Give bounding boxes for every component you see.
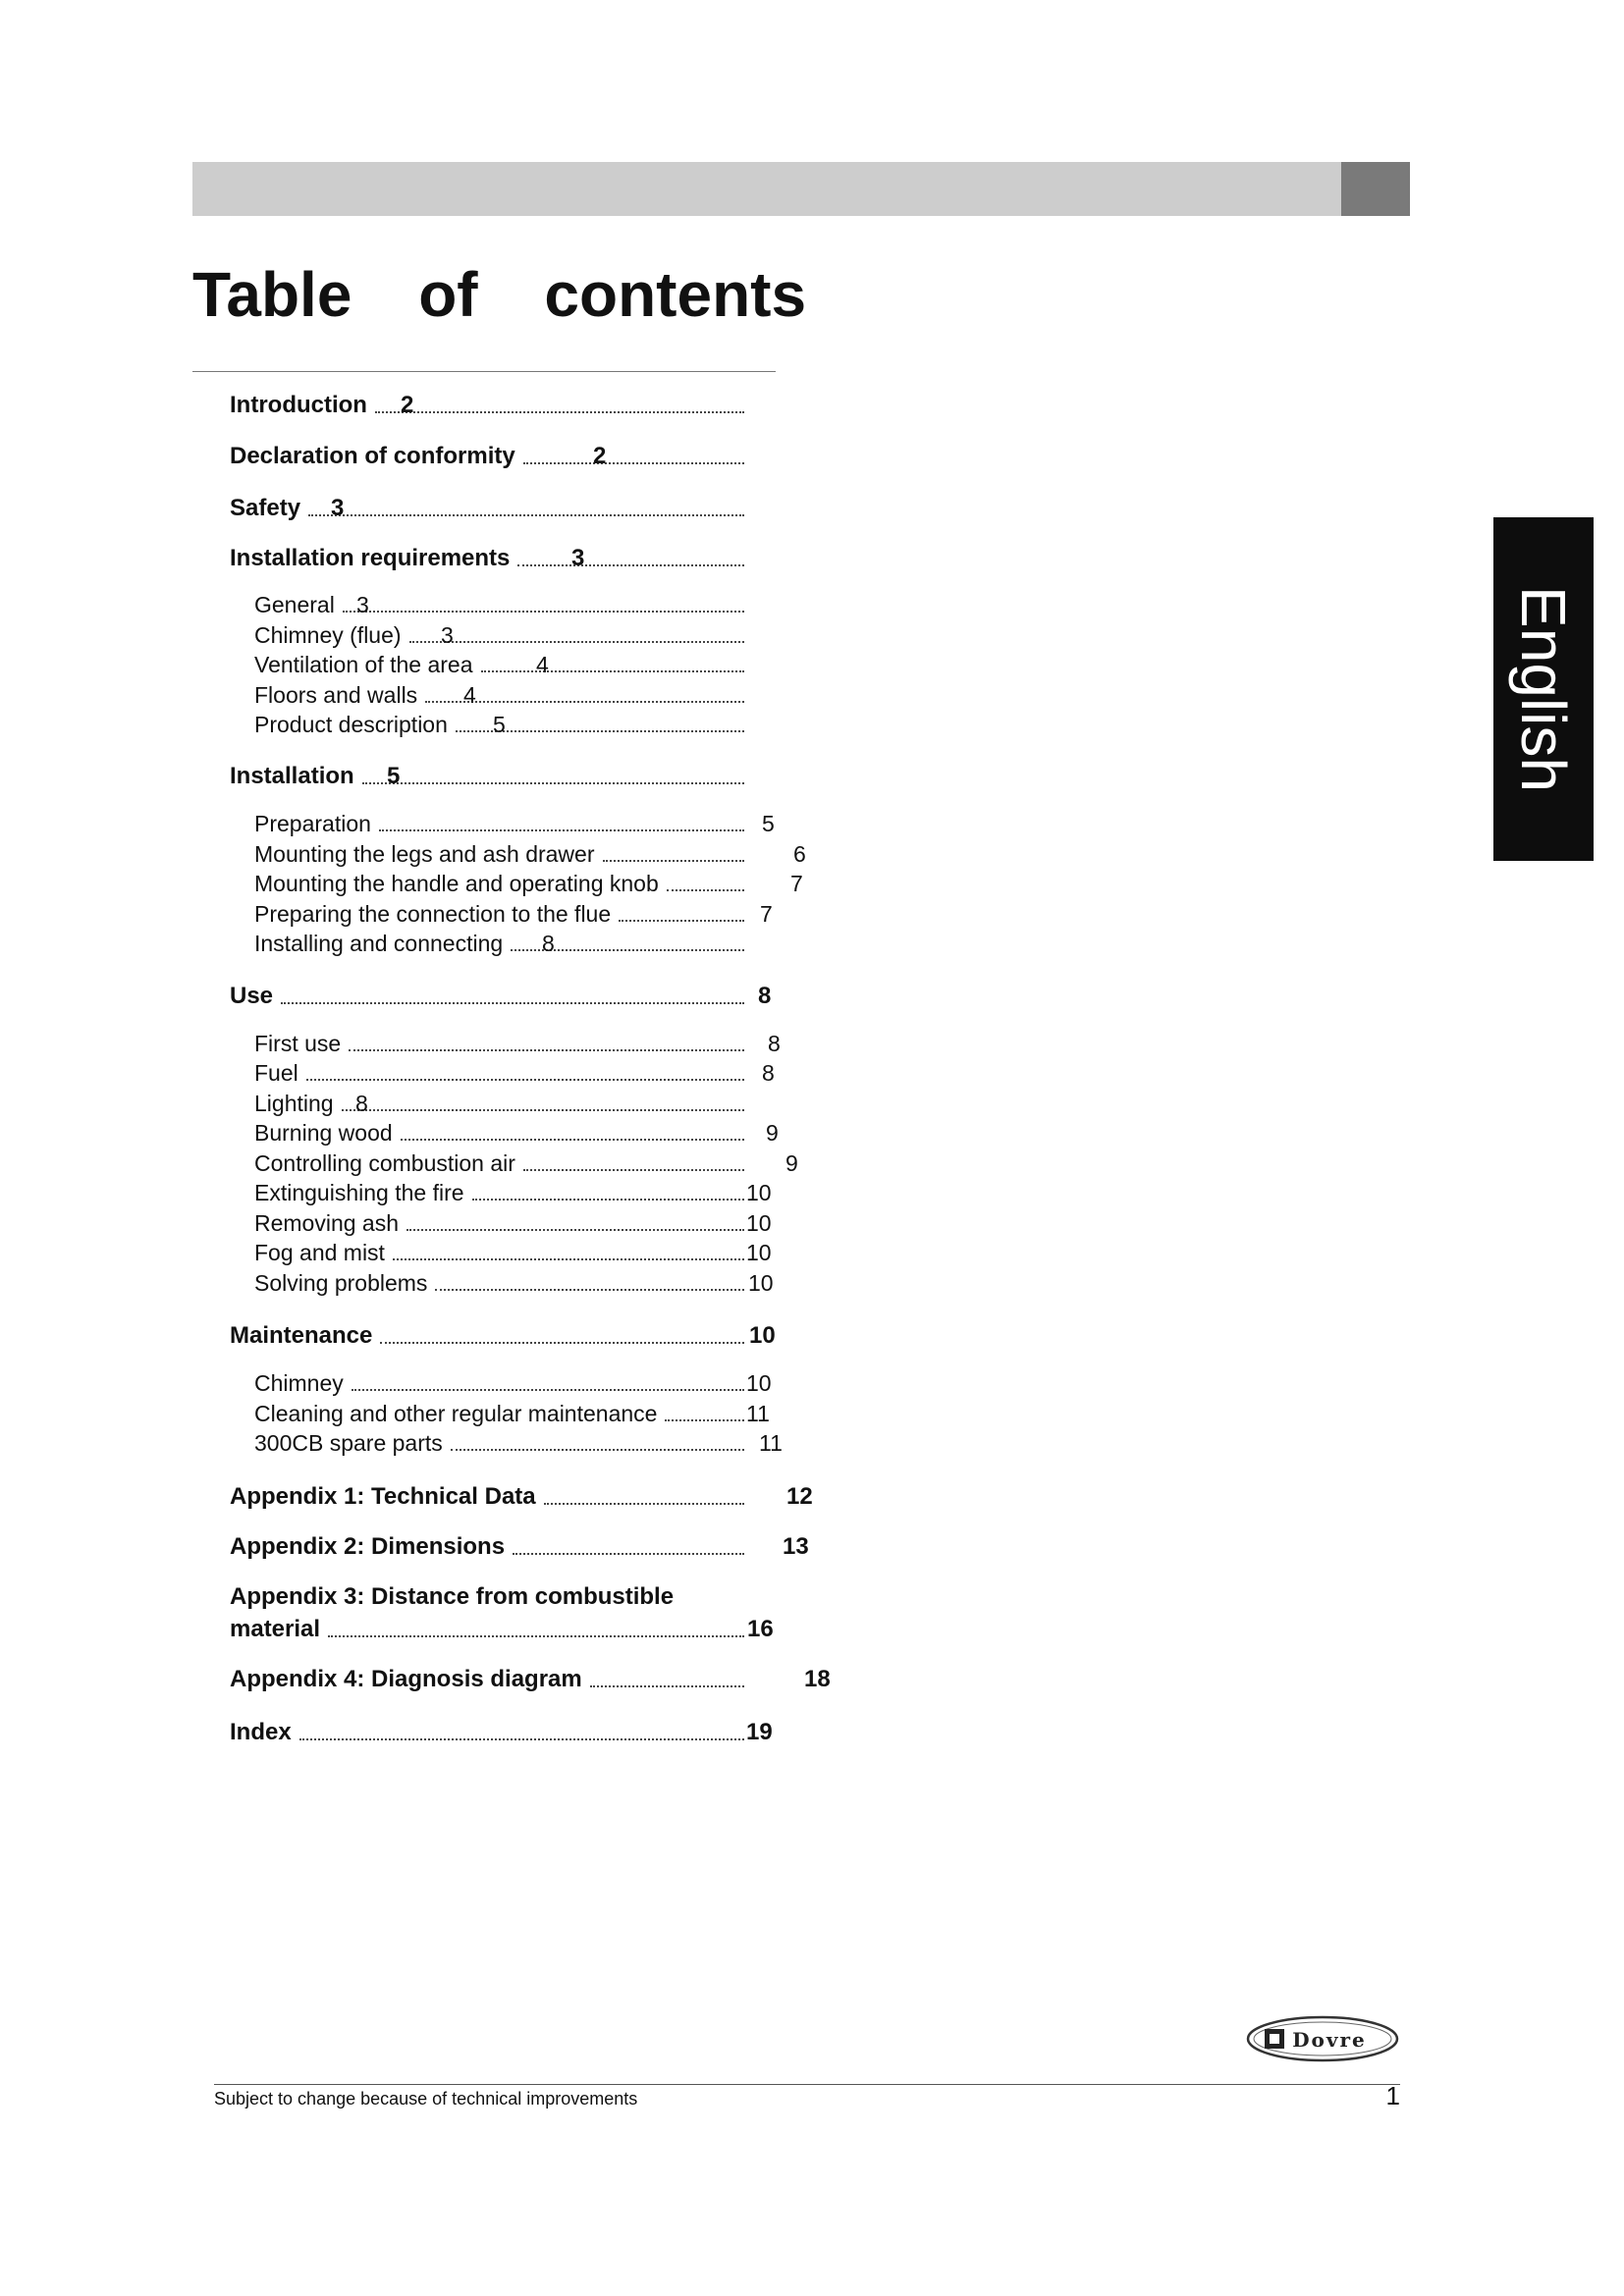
toc-page-number: 3 <box>441 622 454 648</box>
toc-page-number: 5 <box>493 712 506 737</box>
toc-subentry[interactable] <box>254 680 805 710</box>
dot-leader <box>409 641 744 643</box>
toc-page-number: 2 <box>593 443 607 469</box>
toc-subentry[interactable] <box>254 1428 805 1458</box>
toc-entry-title: 300CB spare parts <box>254 1430 443 1456</box>
toc-page-number: 2 <box>401 392 414 418</box>
dot-leader <box>451 1449 744 1451</box>
toc-subentry[interactable] <box>254 710 805 739</box>
toc-entry-title: Chimney (flue) <box>254 622 402 648</box>
toc-entry-title: Burning wood <box>254 1120 393 1146</box>
toc-subentry[interactable] <box>254 899 805 929</box>
dot-leader <box>517 564 744 566</box>
toc-subentry[interactable] <box>254 1148 805 1178</box>
toc-page-number: 10 <box>746 1210 772 1236</box>
toc-page-number: 9 <box>766 1120 779 1146</box>
dot-leader <box>406 1229 744 1231</box>
toc-entry-title: Lighting <box>254 1091 334 1116</box>
toc-entry-title: Appendix 2: Dimensions <box>230 1533 506 1560</box>
toc-page-number: 3 <box>331 495 345 521</box>
toc-entry-title: General <box>254 592 335 617</box>
toc-subentry[interactable] <box>254 1058 805 1088</box>
toc-entry[interactable] <box>230 1321 805 1351</box>
toc-page-number: 8 <box>762 1060 775 1086</box>
toc-page-number: 13 <box>783 1533 809 1560</box>
footer-divider <box>214 2084 1400 2085</box>
toc-page-number: 8 <box>758 983 772 1009</box>
toc-page-number: 8 <box>355 1091 368 1116</box>
dovre-logo <box>1245 2014 1400 2063</box>
toc-page-number: 19 <box>746 1719 773 1745</box>
toc-entry-title: Fog and mist <box>254 1240 385 1265</box>
toc-page-number: 10 <box>749 1322 776 1349</box>
toc-entry-title: Fuel <box>254 1060 298 1086</box>
toc-page-number: 3 <box>571 545 585 571</box>
toc-page-number: 5 <box>387 763 401 789</box>
dot-leader <box>393 1258 744 1260</box>
toc-subentry[interactable] <box>254 1178 805 1207</box>
dot-leader <box>349 1049 744 1051</box>
language-tab[interactable] <box>1493 517 1594 861</box>
title-divider <box>192 371 776 372</box>
toc-page-number: 3 <box>356 592 369 617</box>
toc-entry[interactable] <box>230 1482 813 1512</box>
dot-leader <box>362 782 744 784</box>
dot-leader <box>401 1139 744 1141</box>
dot-leader <box>513 1553 744 1555</box>
toc-page-number: 8 <box>768 1031 781 1056</box>
toc-page-number: 18 <box>804 1666 831 1692</box>
toc-subentry[interactable] <box>254 1089 805 1118</box>
toc-page-number: 10 <box>748 1270 774 1296</box>
toc-page-number: 5 <box>762 811 775 836</box>
toc-entry-title: Mounting the handle and operating knob <box>254 871 659 896</box>
toc-entry[interactable] <box>230 1615 805 1644</box>
dot-leader <box>352 1389 744 1391</box>
dot-leader <box>379 829 744 831</box>
toc-subentry[interactable] <box>254 1238 805 1267</box>
toc-entry-title: Cleaning and other regular maintenance <box>254 1401 658 1426</box>
toc-page-number: 10 <box>746 1180 772 1205</box>
toc-entry-title: Index <box>230 1719 292 1745</box>
toc-entry[interactable] <box>230 762 805 791</box>
toc-entry[interactable] <box>230 1665 831 1694</box>
toc-page-number: 10 <box>746 1370 772 1396</box>
dot-leader <box>435 1289 744 1291</box>
dot-leader <box>299 1738 744 1740</box>
logo-wordmark: Dovre <box>1292 2028 1367 2052</box>
dot-leader <box>544 1503 744 1505</box>
toc-subentry[interactable] <box>254 839 805 869</box>
toc-entry-title: Appendix 4: Diagnosis diagram <box>230 1666 582 1692</box>
toc-entry-title: Floors and walls <box>254 682 418 708</box>
toc-entry-title: First use <box>254 1031 342 1056</box>
toc-subentry[interactable] <box>254 620 805 650</box>
toc-entry[interactable] <box>230 1718 805 1747</box>
toc-entry-title: Preparing the connection to the flue <box>254 901 612 927</box>
toc-subentry[interactable] <box>254 1029 805 1058</box>
toc-subentry[interactable] <box>254 869 805 898</box>
toc-entry-title: Extinguishing the fire <box>254 1180 464 1205</box>
toc-entry-title: Mounting the legs and ash drawer <box>254 841 595 867</box>
toc-page-number: 11 <box>759 1430 783 1456</box>
header-bar-accent <box>1341 162 1410 216</box>
toc-entry-title: Use <box>230 983 274 1009</box>
dot-leader <box>619 920 744 922</box>
dot-leader <box>603 860 745 862</box>
toc-entry-title: Chimney <box>254 1370 344 1396</box>
toc-entry[interactable] <box>230 1532 809 1562</box>
toc-subentry[interactable] <box>254 1399 805 1428</box>
toc-subentry[interactable] <box>254 1208 805 1238</box>
language-tab-label: English <box>1508 586 1579 792</box>
toc-subentry[interactable] <box>254 590 805 619</box>
dot-leader <box>375 411 744 413</box>
toc-entry-title: Appendix 3: Distance from combustible <box>230 1583 675 1610</box>
toc-entry-title: Removing ash <box>254 1210 400 1236</box>
dot-leader <box>590 1685 744 1687</box>
toc-entry[interactable] <box>230 442 805 471</box>
dot-leader <box>523 1169 744 1171</box>
page-title: Table of contents <box>192 259 807 330</box>
page-number: 1 <box>1385 2081 1400 2110</box>
toc-subentry[interactable] <box>254 650 805 679</box>
toc-page-number: 10 <box>746 1240 772 1265</box>
dot-leader <box>523 462 744 464</box>
toc-page-number: 6 <box>793 841 806 867</box>
header-bar <box>192 162 1410 216</box>
toc-page-number: 4 <box>536 652 549 677</box>
dot-leader <box>667 889 744 891</box>
toc-subentry[interactable] <box>254 809 805 838</box>
footer-note: Subject to change because of technical improvements <box>214 2089 638 2109</box>
toc-entry-title: material <box>230 1616 321 1642</box>
toc-page-number: 7 <box>760 901 773 927</box>
toc-page-number: 4 <box>463 682 476 708</box>
toc-subentry[interactable] <box>254 1268 805 1298</box>
dot-leader <box>665 1419 744 1421</box>
toc-entry-title: Introduction <box>230 392 367 418</box>
toc-subentry[interactable] <box>254 929 805 958</box>
toc-entry-title: Maintenance <box>230 1322 373 1349</box>
toc-entry-title: Installation <box>230 763 354 789</box>
dot-leader <box>308 514 744 516</box>
toc-entry-title: Product description <box>254 712 448 737</box>
toc-entry-title: Installation requirements <box>230 545 511 571</box>
toc-page-number: 12 <box>786 1483 813 1510</box>
toc-entry[interactable] <box>230 982 805 1011</box>
dot-leader <box>472 1199 744 1201</box>
toc-entry-title: Preparation <box>254 811 371 836</box>
toc-page-number: 11 <box>746 1401 770 1426</box>
toc-page-number: 9 <box>785 1150 798 1176</box>
toc-entry-title: Installing and connecting <box>254 931 504 956</box>
dot-leader <box>342 1109 744 1111</box>
toc-entry-title: Ventilation of the area <box>254 652 473 677</box>
toc-entry-title: Controlling combustion air <box>254 1150 515 1176</box>
toc-entry[interactable] <box>230 1582 805 1612</box>
toc-subentry[interactable] <box>254 1118 805 1148</box>
toc-page-number: 8 <box>542 931 555 956</box>
dot-leader <box>281 1002 744 1004</box>
toc-entry-title: Solving problems <box>254 1270 428 1296</box>
toc-subentry[interactable] <box>254 1368 805 1398</box>
toc-entry-title: Declaration of conformity <box>230 443 515 469</box>
toc-entry[interactable] <box>230 544 805 573</box>
dot-leader <box>343 611 744 613</box>
dot-leader <box>481 670 745 672</box>
toc-entry-title: Safety <box>230 495 301 521</box>
toc-page-number: 7 <box>790 871 803 896</box>
dot-leader <box>380 1342 744 1344</box>
dot-leader <box>328 1635 744 1637</box>
toc-entry[interactable] <box>230 391 805 420</box>
toc-entry[interactable] <box>230 494 805 523</box>
toc-entry-title: Appendix 1: Technical Data <box>230 1483 536 1510</box>
dot-leader <box>306 1079 744 1081</box>
toc-page-number: 16 <box>747 1616 774 1642</box>
